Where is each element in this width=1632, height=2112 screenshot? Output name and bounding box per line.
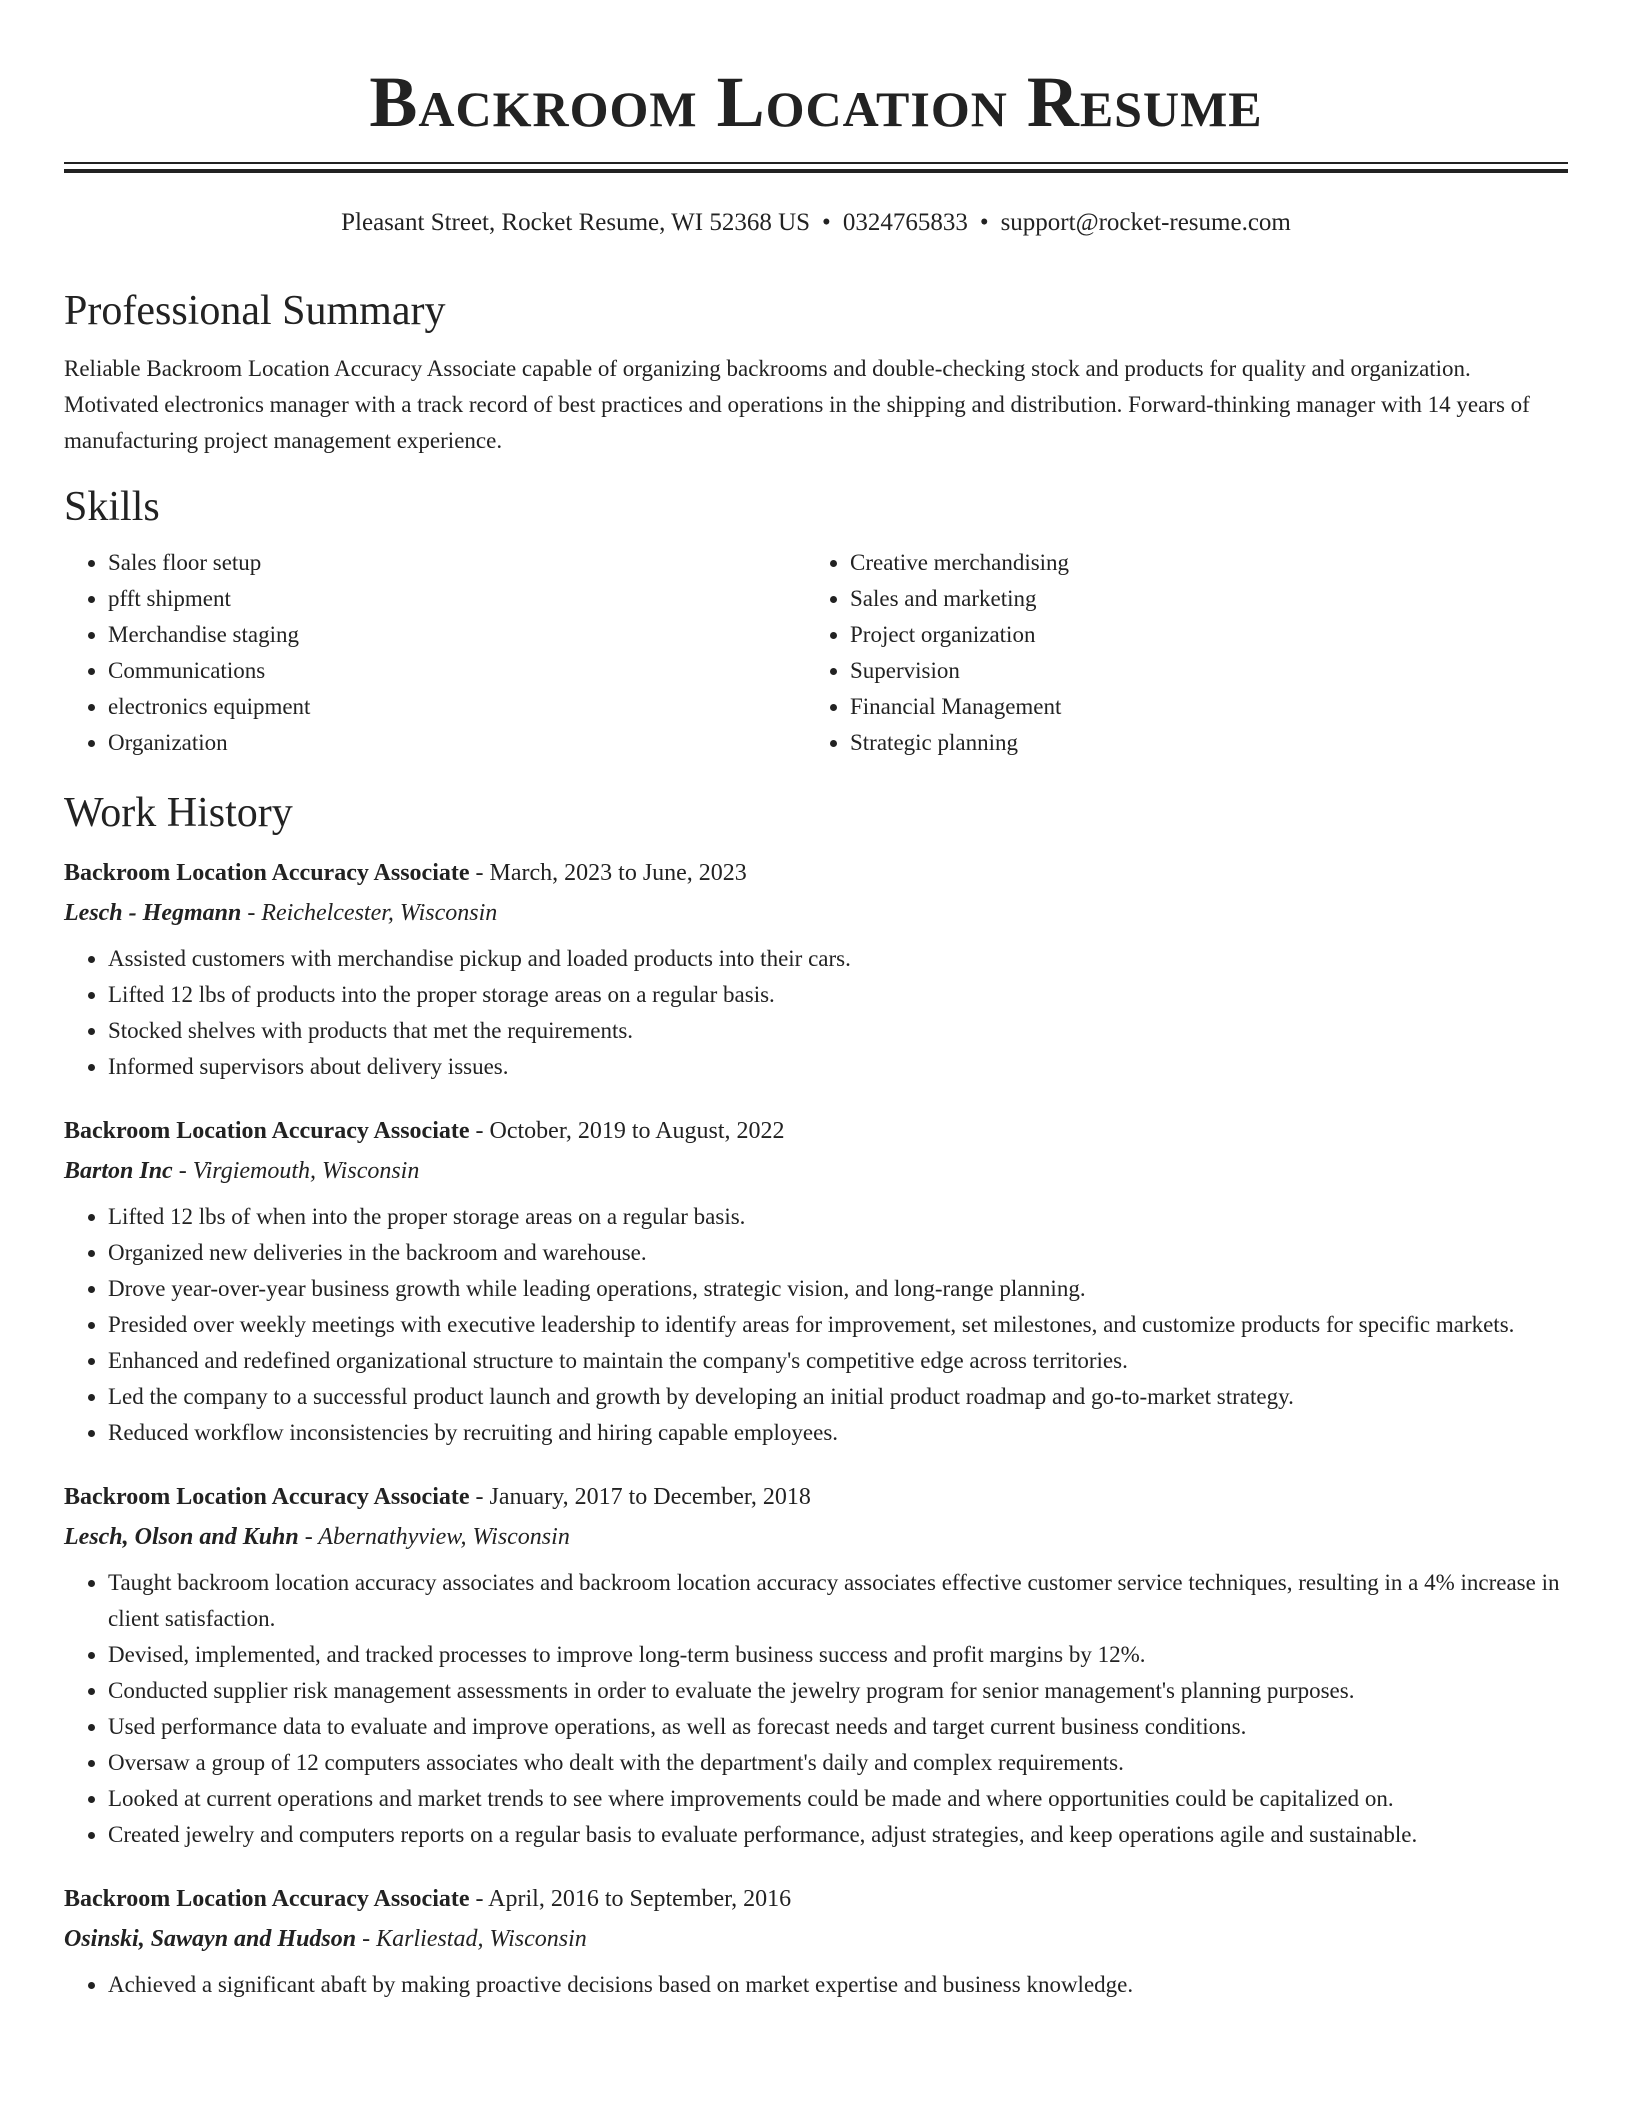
job-title-line — [64, 1111, 1568, 1151]
title-rule-thin — [64, 162, 1568, 164]
title-rule-thick — [64, 169, 1568, 173]
job-dates: - October, 2019 to August, 2022 — [469, 1118, 785, 1144]
job-bullet: • Drove year-over-year business growth while leading operations, strategic vision, and long-range planning. — [108, 1271, 1568, 1307]
contact-separator: • — [979, 209, 989, 236]
job-entry — [64, 853, 1568, 1085]
skills-column-left — [64, 545, 806, 761]
job-entry — [64, 1879, 1568, 2003]
job-title-line — [64, 853, 1568, 893]
job-bullet: • Lifted 12 lbs of when into the proper storage areas on a regular basis. — [108, 1199, 1568, 1235]
job-bullet: • Taught backroom location accuracy associates and backroom location accuracy associates effective customer service techniques, resulting in a 4% increase in client satisfaction. — [108, 1565, 1568, 1637]
job-bullet: • Stocked shelves with products that met the requirements. — [108, 1013, 1568, 1049]
skill-item: • Project organization — [850, 617, 1548, 653]
job-bullet: • Informed supervisors about delivery issues. — [108, 1049, 1568, 1085]
work-history-heading: Work History — [64, 790, 293, 836]
job-dates: - January, 2017 to December, 2018 — [469, 1484, 811, 1510]
summary-heading: Professional Summary — [64, 288, 446, 334]
job-title-line — [64, 1879, 1568, 1919]
resume-title: Backroom Location Resume — [369, 62, 1263, 142]
job-title-line — [64, 1477, 1568, 1517]
skill-item: • pfft shipment — [108, 581, 806, 617]
job-bullets — [64, 1967, 1568, 2003]
summary-text: Reliable Backroom Location Accuracy Associate capable of organizing backrooms and double-checking stock and products for quality and organization. Motivated electronics manager with a track record of best practices and operations in the shipping and distribution. Forward-thinking manager with 14 years of manufacturing project management experience. — [64, 356, 1530, 453]
skills-column-right — [806, 545, 1548, 761]
job-title: Backroom Location Accuracy Associate — [64, 1118, 470, 1144]
company-line — [64, 1919, 1568, 1959]
contact-address: Pleasant Street, Rocket Resume, WI 52368 US — [341, 209, 811, 236]
job-title: Backroom Location Accuracy Associate — [64, 1484, 470, 1510]
company-location: - Reichelcester, Wisconsin — [241, 900, 498, 926]
company-name: Lesch, Olson and Kuhn — [64, 1524, 299, 1550]
job-bullet: • Led the company to a successful product launch and growth by developing an initial product roadmap and go-to-market strategy. — [108, 1379, 1568, 1415]
company-location: - Karliestad, Wisconsin — [356, 1926, 587, 1952]
skill-item: • Sales floor setup — [108, 545, 806, 581]
job-bullets — [64, 1199, 1568, 1451]
job-entry — [64, 1477, 1568, 1853]
job-bullet: • Reduced workflow inconsistencies by recruiting and hiring capable employees. — [108, 1415, 1568, 1451]
skill-item: • Communications — [108, 653, 806, 689]
skill-item: • electronics equipment — [108, 689, 806, 725]
job-dates: - April, 2016 to September, 2016 — [469, 1886, 792, 1912]
job-bullet: • Created jewelry and computers reports on a regular basis to evaluate performance, adjust strategies, and keep operations agile and sustainable. — [108, 1817, 1568, 1853]
skill-item: • Creative merchandising — [850, 545, 1548, 581]
job-dates: - March, 2023 to June, 2023 — [469, 860, 747, 886]
contact-separator: • — [822, 209, 831, 236]
company-name: Barton Inc — [64, 1158, 173, 1184]
company-name: Osinski, Sawayn and Hudson — [64, 1926, 357, 1952]
job-bullet: • Assisted customers with merchandise pickup and loaded products into their cars. — [108, 941, 1568, 977]
job-bullet: • Devised, implemented, and tracked processes to improve long-term business success and profit margins by 12%. — [108, 1637, 1568, 1673]
job-bullet: • Used performance data to evaluate and improve operations, as well as forecast needs and target current business conditions. — [108, 1709, 1568, 1745]
job-bullet: • Oversaw a group of 12 computers associates who dealt with the department's daily and complex requirements. — [108, 1745, 1568, 1781]
resume-page — [64, 0, 1568, 2003]
job-bullets — [64, 941, 1568, 1085]
job-title: Backroom Location Accuracy Associate — [64, 1886, 470, 1912]
job-bullet: • Achieved a significant abaft by making proactive decisions based on market expertise and business knowledge. — [108, 1967, 1568, 2003]
contact-email: support@rocket-resume.com — [1000, 209, 1291, 236]
company-line — [64, 893, 1568, 933]
skills-heading: Skills — [64, 484, 160, 530]
skill-item: • Sales and marketing — [850, 581, 1548, 617]
job-bullet: • Enhanced and redefined organizational structure to maintain the company's competitive edge across territories. — [108, 1343, 1568, 1379]
company-location: - Virgiemouth, Wisconsin — [172, 1158, 420, 1184]
job-bullet: • Looked at current operations and market trends to see where improvements could be made and where opportunities could be capitalized on. — [108, 1781, 1568, 1817]
contact-phone: 0324765833 — [842, 209, 968, 236]
skill-item: • Financial Management — [850, 689, 1548, 725]
company-location: - Abernathyview, Wisconsin — [298, 1524, 570, 1550]
job-bullet: • Conducted supplier risk management assessments in order to evaluate the jewelry program for senior management's planning purposes. — [108, 1673, 1568, 1709]
skill-item: • Merchandise staging — [108, 617, 806, 653]
skill-item: • Supervision — [850, 653, 1548, 689]
job-entry — [64, 1111, 1568, 1451]
job-bullet: • Presided over weekly meetings with executive leadership to identify areas for improvement, set milestones, and customize products for specific markets. — [108, 1307, 1568, 1343]
company-line — [64, 1517, 1568, 1557]
skill-item: • Strategic planning — [850, 725, 1548, 761]
job-bullet: • Organized new deliveries in the backroom and warehouse. — [108, 1235, 1568, 1271]
skill-item: • Organization — [108, 725, 806, 761]
contact-line — [64, 207, 1568, 239]
job-title: Backroom Location Accuracy Associate — [64, 860, 470, 886]
job-bullets — [64, 1565, 1568, 1853]
company-line — [64, 1151, 1568, 1191]
job-bullet: • Lifted 12 lbs of products into the proper storage areas on a regular basis. — [108, 977, 1568, 1013]
company-name: Lesch - Hegmann — [64, 900, 242, 926]
skills-list — [64, 545, 1568, 761]
